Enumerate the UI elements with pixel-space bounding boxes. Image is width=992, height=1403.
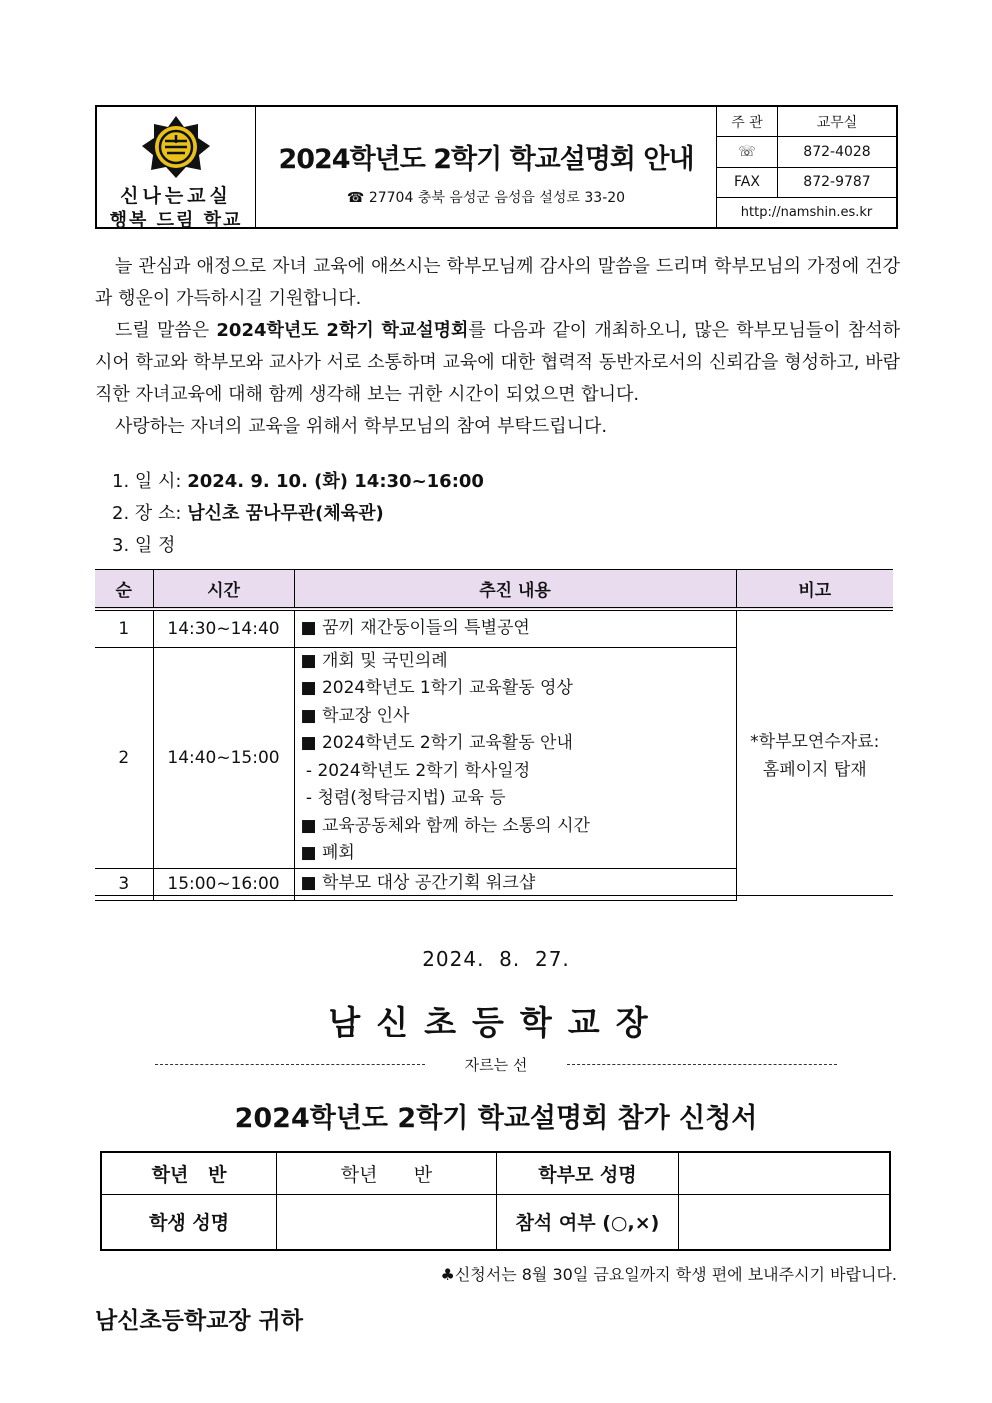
table-row — [95, 609, 893, 647]
issue-date: 2024. 8. 27. — [422, 947, 570, 971]
application-form — [100, 1151, 891, 1251]
content-line: ■ 학교장 인사 — [300, 705, 410, 726]
invitation-post: 를 다음과 같이 개최하오니, 많은 학부모님들이 참석하시어 학교와 학부모와 교사가 서로 소통하며 교육에 대한 협력적 동반자로서의 신뢰감을 형성하고, 바람직한 자녀교육에 대해 함께 생각해 보는 귀한 시간이 되었으면 합니다. — [95, 320, 900, 405]
address-icon: ☎︎ — [346, 190, 365, 206]
info-row-phone — [717, 137, 896, 167]
letterhead — [95, 105, 898, 229]
paragraph-request: 사랑하는 자녀의 교육을 위해서 학부모님의 참여 부탁드립니다. — [115, 416, 608, 437]
info-row-dept — [717, 107, 896, 137]
dept-label: 주 관 — [717, 107, 778, 136]
info-row-website — [717, 198, 896, 227]
title-cell — [256, 107, 717, 227]
place-label: 2. 장 소: — [112, 503, 188, 524]
row-time: 14:30~14:40 — [153, 609, 294, 647]
school-logo-cell — [97, 107, 256, 231]
header-time: 시간 — [153, 570, 294, 610]
address-text: 27704 충북 음성군 음성읍 설성로 33-20 — [368, 190, 626, 206]
form-title: 2024학년도 2학기 학교설명회 참가 신청서 — [234, 1103, 758, 1134]
attendance-label: 참석 여부 (○,×) — [496, 1194, 679, 1250]
student-name-field[interactable] — [277, 1194, 497, 1250]
header-content: 추진 내용 — [294, 570, 736, 610]
content-line: - 청렴(청탁금지법) 교육 등 — [300, 788, 506, 808]
info-row-fax — [717, 168, 896, 198]
student-name-label: 학생 성명 — [101, 1194, 277, 1250]
schedule-header-row — [95, 570, 893, 610]
submission-notice: ♣신청서는 8월 30일 금요일까지 학생 편에 보내주시기 바랍니다. — [440, 1265, 897, 1284]
phone-value: 872-4028 — [803, 143, 871, 160]
cut-line-label: 자르는 선 — [464, 1056, 528, 1074]
row-content — [294, 647, 736, 868]
fax-value: 872-9787 — [803, 174, 871, 191]
row-no: 3 — [95, 868, 153, 900]
school-address — [256, 187, 716, 207]
grade-class-label: 학년 반 — [101, 1152, 277, 1194]
note-line-2: 홈페이지 탑재 — [762, 759, 867, 780]
content-line: ■ 폐회 — [300, 843, 355, 863]
letter-body — [95, 251, 900, 443]
content-line: - 2024학년도 2학기 학사일정 — [300, 760, 531, 781]
detail-schedule-heading: 3. 일 정 — [112, 535, 176, 556]
note-line-1: *학부모연수자료: — [750, 731, 880, 752]
detail-place — [112, 498, 484, 530]
motto-line-1: 신나는교실 — [120, 185, 232, 207]
event-details — [112, 466, 484, 562]
header-note: 비고 — [736, 570, 893, 610]
content-line: ■ 학부모 대상 공간기획 워크샵 — [300, 873, 536, 894]
motto-line-2: 행복 드림 학교 — [109, 210, 243, 231]
cut-line — [155, 1054, 837, 1075]
invitation-event-name: 2024학년도 2학기 학교설명회 — [216, 320, 469, 341]
fax-label: FAX — [717, 168, 778, 197]
school-emblem-icon — [141, 115, 211, 179]
phone-icon: ☏ — [717, 137, 778, 166]
grade-class-field[interactable]: 학년 반 — [277, 1152, 497, 1194]
datetime-value: 2024. 9. 10. (화) 14:30~16:00 — [187, 471, 484, 492]
parent-name-field[interactable] — [679, 1152, 890, 1194]
document-title: 2024학년도 2학기 학교설명회 안내 — [278, 144, 694, 175]
parent-name-label: 학부모 성명 — [496, 1152, 679, 1194]
paragraph-greeting: 늘 관심과 애정으로 자녀 교육에 애쓰시는 학부모님께 감사의 말씀을 드리며 학부모님의 가정에 건강과 행운이 가득하시길 기원합니다. — [95, 256, 900, 309]
header-no: 순 — [95, 570, 153, 610]
content-line: ■ 2024학년도 1학기 교육활동 영상 — [300, 678, 573, 698]
row-time: 14:40~15:00 — [153, 647, 294, 868]
detail-datetime — [112, 466, 484, 498]
signoff: 남신초등학교장 귀하 — [95, 1308, 303, 1334]
row-content — [294, 609, 736, 647]
cut-dash-right — [567, 1064, 837, 1065]
place-value: 남신초 꿈나무관(체육관) — [187, 503, 384, 524]
row-no: 1 — [95, 609, 153, 647]
attendance-field[interactable] — [679, 1194, 890, 1250]
row-time: 15:00~16:00 — [153, 868, 294, 900]
paragraph-invitation — [95, 315, 900, 411]
principal-name: 남신초등학교장 — [328, 1003, 664, 1042]
schedule-bottom-rule — [95, 895, 893, 896]
website-link[interactable]: http://namshin.es.kr — [740, 204, 873, 220]
contact-info — [717, 107, 896, 227]
row-no: 2 — [95, 647, 153, 868]
dept-value: 교무실 — [816, 114, 858, 131]
invitation-pre: 드릴 말씀은 — [115, 320, 217, 341]
cut-dash-left — [155, 1064, 425, 1065]
content-line: ■ 개회 및 국민의례 — [300, 650, 448, 671]
form-row-2 — [101, 1194, 890, 1250]
content-line: ■ 교육공동체와 함께 하는 소통의 시간 — [300, 815, 590, 836]
content-line: ■ 2024학년도 2학기 교육활동 안내 — [300, 733, 573, 753]
datetime-label: 1. 일 시: — [112, 471, 188, 492]
form-row-1 — [101, 1152, 890, 1194]
row-note — [736, 609, 893, 900]
schedule-table — [95, 569, 893, 901]
content-line: ■ 꿈끼 재간둥이들의 특별공연 — [300, 618, 530, 638]
